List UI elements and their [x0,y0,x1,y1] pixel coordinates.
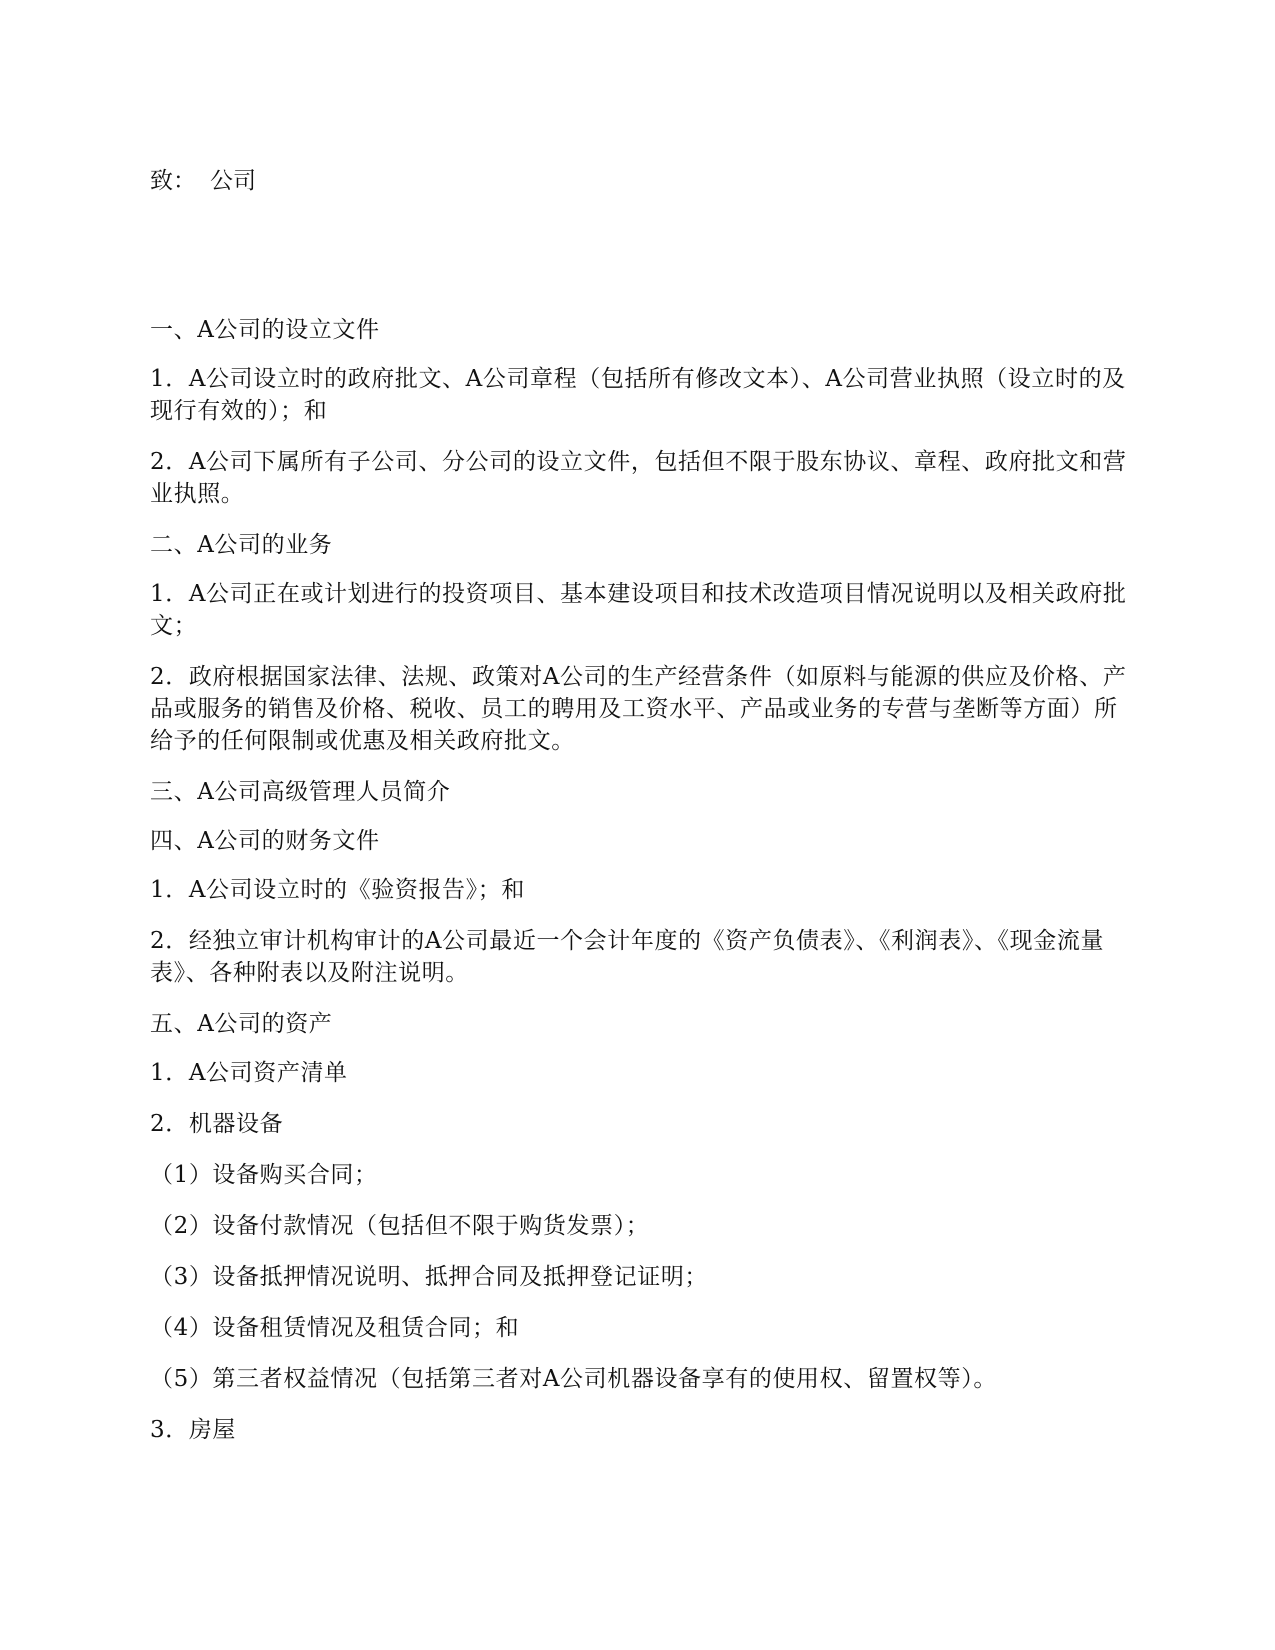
section-1-item-2: 2．A公司下属所有子公司、分公司的设立文件，包括但不限于股东协议、章程、政府批文和营业执照。 [150,449,1127,507]
section-4-item-2: 2．经独立审计机构审计的A公司最近一个会计年度的《资产负债表》、《利润表》、《现金流量表》、各种附表以及附注说明。 [150,928,1105,986]
section-5-2-subitem-5: （5）第三者权益情况（包括第三者对A公司机器设备享有的使用权、留置权等）。 [150,1366,997,1392]
section-heading-3: 三、A公司高级管理人员简介 [150,779,451,805]
section-2-item-1: 1．A公司正在或计划进行的投资项目、基本建设项目和技术改造项目情况说明以及相关政府批文； [150,581,1127,639]
section-heading-4: 四、A公司的财务文件 [150,828,380,854]
section-4-item-1: 1．A公司设立时的《验资报告》；和 [150,877,525,903]
section-5-2-subitem-2: （2）设备付款情况（包括但不限于购货发票）； [150,1213,650,1239]
section-1-item-1: 1．A公司设立时的政府批文、A公司章程（包括所有修改文本）、A公司营业执照（设立时的及现行有效的）；和 [150,366,1126,424]
section-5-item-2: 2．机器设备 [150,1111,284,1137]
section-heading-5: 五、A公司的资产 [150,1011,333,1037]
section-heading-1: 一、A公司的设立文件 [150,317,380,343]
document-body [150,314,1130,1465]
section-2-item-2: 2．政府根据国家法律、法规、政策对A公司的生产经营条件（如原料与能源的供应及价格、产品或服务的销售及价格、税收、员工的聘用及工资水平、产品或业务的专营与垄断等方面）所给予的任何限制或优惠及相关政府批文。 [150,664,1127,754]
section-5-2-subitem-4: （4）设备租赁情况及租赁合同；和 [150,1315,520,1341]
addressee-line [150,165,256,197]
addressee-name: 公司 [210,168,256,194]
section-heading-2: 二、A公司的业务 [150,532,333,558]
section-5-item-1: 1．A公司资产清单 [150,1060,348,1086]
section-5-item-3: 3．房屋 [150,1417,237,1443]
addressee-prefix: 致： [150,168,196,194]
section-5-2-subitem-1: （1）设备购买合同； [150,1162,378,1188]
section-5-2-subitem-3: （3）设备抵押情况说明、抵押合同及抵押登记证明； [150,1264,709,1290]
